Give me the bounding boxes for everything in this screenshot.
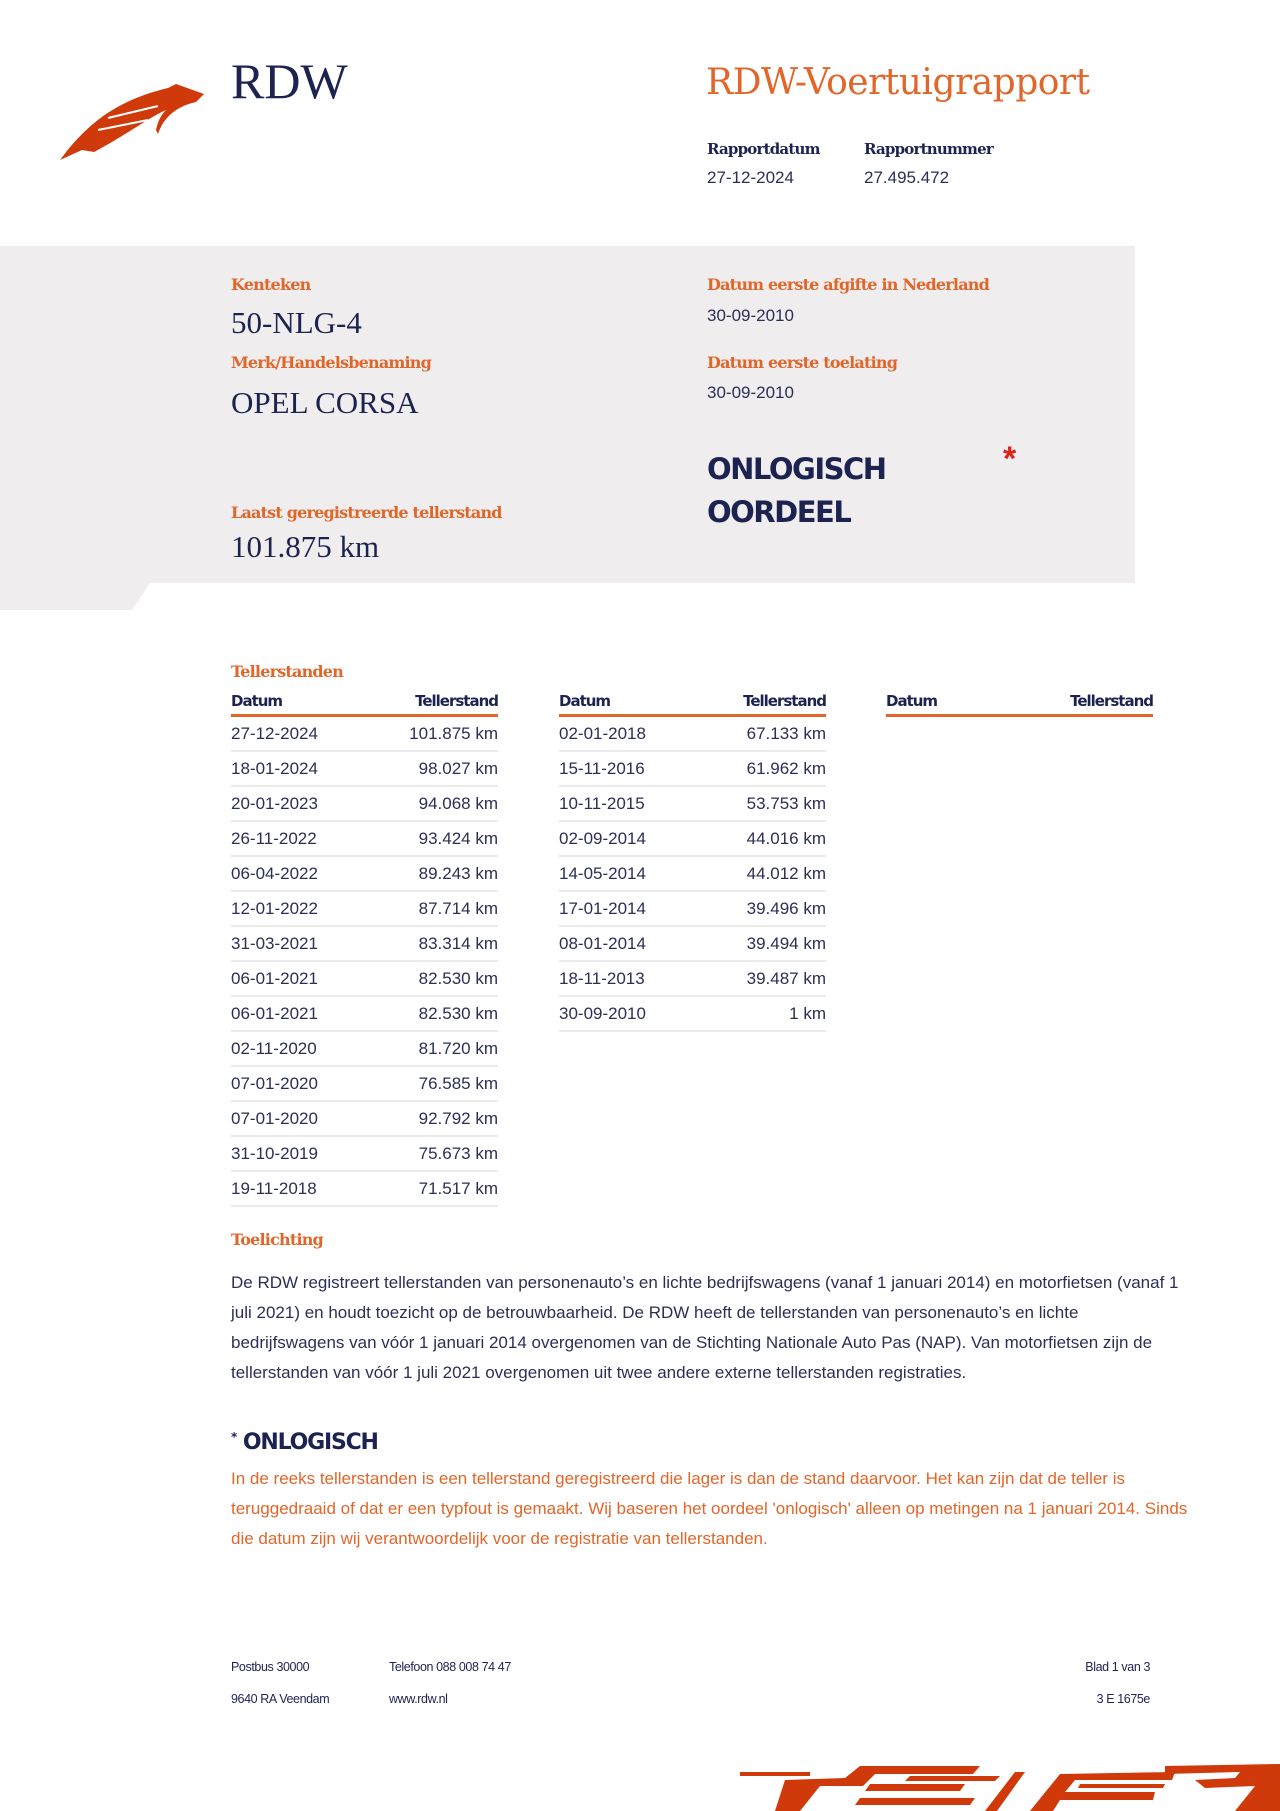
report-date: 27-12-2024 xyxy=(707,168,794,187)
column-header-reading: Tellerstand xyxy=(415,692,498,710)
row-date: 31-03-2021 xyxy=(231,934,318,953)
verdict-asterisk-icon: * xyxy=(1003,440,1017,478)
table-row xyxy=(231,1102,498,1137)
row-date: 06-01-2021 xyxy=(231,969,318,988)
rdw-logo-icon xyxy=(58,82,210,162)
row-date: 18-01-2024 xyxy=(231,759,318,778)
row-reading: 61.962 km xyxy=(746,759,826,778)
first-issue-nl-value: 30-09-2010 xyxy=(707,306,794,325)
table-row xyxy=(231,787,498,822)
row-date: 08-01-2014 xyxy=(559,934,646,953)
row-date: 07-01-2020 xyxy=(231,1074,318,1093)
row-date: 30-09-2010 xyxy=(559,1004,646,1023)
report-title: RDW-Voertuigrapport xyxy=(706,62,1090,103)
row-reading: 93.424 km xyxy=(418,829,498,848)
vehicle-summary-panel xyxy=(0,246,1135,583)
row-reading: 44.012 km xyxy=(746,864,826,883)
last-odometer-label: Laatst geregistreerde tellerstand xyxy=(231,503,502,522)
row-date: 27-12-2024 xyxy=(231,724,318,743)
row-date: 02-09-2014 xyxy=(559,829,646,848)
footer-page-number: Blad 1 van 3 xyxy=(1085,1660,1150,1674)
row-date: 10-11-2015 xyxy=(559,794,645,813)
odometer-table-header xyxy=(886,690,1153,717)
verdict-explanation-heading xyxy=(231,1430,378,1455)
report-date-label: Rapportdatum xyxy=(707,140,820,158)
last-odometer-value: 101.875 km xyxy=(231,529,380,564)
table-row xyxy=(231,1172,498,1207)
row-reading: 87.714 km xyxy=(418,899,498,918)
row-date: 14-05-2014 xyxy=(559,864,646,883)
plate-label: Kenteken xyxy=(231,275,311,294)
table-row xyxy=(231,1137,498,1172)
verdict-asterisk: * xyxy=(231,1430,238,1444)
row-reading: 39.494 km xyxy=(746,934,826,953)
table-row xyxy=(559,752,826,787)
row-reading: 71.517 km xyxy=(418,1179,498,1198)
odometer-table-header xyxy=(559,690,826,717)
verdict-line1: ONLOGISCH xyxy=(707,452,886,486)
table-row xyxy=(559,717,826,752)
row-reading: 101.875 km xyxy=(409,724,498,743)
explanation-text: De RDW registreert tellerstanden van personenauto’s en lichte bedrijfswagens (vanaf 1 januari 2014) en motorfietsen (vanaf 1 juli 2021) en houdt toezicht op de betrouwbaarheid. De RDW heeft de tellerstanden van personenauto’s en lichte bedrijfswagens van vóór 1 januari 2014 overgenomen van de Stichting Nationale Auto Pas (NAP). Van motorfietsen zijn de tellerstanden van vóór 1 juli 2021 overgenomen uit twee andere externe tellerstanden registraties. xyxy=(231,1273,1179,1382)
make-value: OPEL CORSA xyxy=(231,385,419,420)
column-header-date: Datum xyxy=(559,692,611,710)
first-admission-value: 30-09-2010 xyxy=(707,383,794,402)
row-reading: 39.487 km xyxy=(746,969,826,988)
first-admission-label: Datum eerste toelating xyxy=(707,353,898,372)
row-reading: 53.753 km xyxy=(746,794,826,813)
row-date: 02-01-2018 xyxy=(559,724,646,743)
verdict-line2: OORDEEL xyxy=(707,495,851,529)
row-reading: 98.027 km xyxy=(418,759,498,778)
table-row xyxy=(231,892,498,927)
table-row xyxy=(231,857,498,892)
row-reading: 39.496 km xyxy=(746,899,826,918)
odometer-column-3 xyxy=(886,690,1153,717)
row-date: 12-01-2022 xyxy=(231,899,318,918)
odometer-table-header xyxy=(231,690,498,717)
row-date: 17-01-2014 xyxy=(559,899,646,918)
table-row xyxy=(231,997,498,1032)
table-row xyxy=(231,1067,498,1102)
row-date: 19-11-2018 xyxy=(231,1179,317,1198)
explanation-title: Toelichting xyxy=(231,1230,323,1249)
row-date: 15-11-2016 xyxy=(559,759,645,778)
column-header-reading: Tellerstand xyxy=(743,692,826,710)
row-reading: 44.016 km xyxy=(746,829,826,848)
table-row xyxy=(559,997,826,1032)
footer-address-2: 9640 RA Veendam xyxy=(231,1692,330,1706)
table-row xyxy=(559,822,826,857)
row-reading: 83.314 km xyxy=(418,934,498,953)
row-date: 31-10-2019 xyxy=(231,1144,318,1163)
table-row xyxy=(559,892,826,927)
row-date: 07-01-2020 xyxy=(231,1109,318,1128)
report-number-label: Rapportnummer xyxy=(864,140,993,158)
row-reading: 82.530 km xyxy=(418,1004,498,1023)
table-row xyxy=(559,927,826,962)
row-date: 18-11-2013 xyxy=(559,969,645,988)
row-date: 26-11-2022 xyxy=(231,829,317,848)
footer-document-code: 3 E 1675e xyxy=(1096,1692,1150,1706)
odometer-title: Tellerstanden xyxy=(231,662,344,681)
table-row xyxy=(231,927,498,962)
table-row xyxy=(231,1032,498,1067)
column-header-date: Datum xyxy=(886,692,938,710)
footer-decoration-icon xyxy=(735,1760,1280,1811)
footer-website[interactable]: www.rdw.nl xyxy=(389,1692,448,1706)
row-date: 06-01-2021 xyxy=(231,1004,318,1023)
vehicle-summary-panel-tab xyxy=(0,583,150,610)
row-reading: 76.585 km xyxy=(418,1074,498,1093)
row-date: 02-11-2020 xyxy=(231,1039,317,1058)
column-header-date: Datum xyxy=(231,692,283,710)
table-row xyxy=(231,822,498,857)
footer-phone: Telefoon 088 008 74 47 xyxy=(389,1660,511,1674)
row-reading: 94.068 km xyxy=(418,794,498,813)
first-issue-nl-label: Datum eerste afgifte in Nederland xyxy=(707,275,989,294)
row-reading: 1 km xyxy=(789,1004,826,1023)
table-row xyxy=(559,787,826,822)
row-reading: 67.133 km xyxy=(746,724,826,743)
report-number: 27.495.472 xyxy=(864,168,950,187)
footer-address-1: Postbus 30000 xyxy=(231,1660,310,1674)
row-reading: 82.530 km xyxy=(418,969,498,988)
row-date: 20-01-2023 xyxy=(231,794,318,813)
row-reading: 89.243 km xyxy=(418,864,498,883)
verdict-explanation-title: ONLOGISCH xyxy=(242,1430,378,1455)
row-reading: 92.792 km xyxy=(418,1109,498,1128)
row-reading: 75.673 km xyxy=(418,1144,498,1163)
make-label: Merk/Handelsbenaming xyxy=(231,353,432,372)
column-header-reading: Tellerstand xyxy=(1070,692,1153,710)
table-row xyxy=(559,962,826,997)
odometer-column-2 xyxy=(559,690,826,1032)
verdict-explanation-text: In de reeks tellerstanden is een tellerstand geregistreerd die lager is dan de stand daarvoor. Het kan zijn dat de teller is teruggedraaid of dat er een typfout is gemaakt. Wij baseren het oordeel 'onlogisch' alleen op metingen na 1 januari 2014. Sinds die datum zijn wij verantwoordelijk voor de registratie van tellerstanden. xyxy=(231,1469,1188,1548)
brand-name: RDW xyxy=(231,53,348,109)
table-row xyxy=(231,962,498,997)
plate-value: 50-NLG-4 xyxy=(231,305,362,340)
row-reading: 81.720 km xyxy=(418,1039,498,1058)
table-row xyxy=(231,717,498,752)
table-row xyxy=(559,857,826,892)
table-row xyxy=(231,752,498,787)
odometer-column-1 xyxy=(231,690,498,1207)
row-date: 06-04-2022 xyxy=(231,864,318,883)
